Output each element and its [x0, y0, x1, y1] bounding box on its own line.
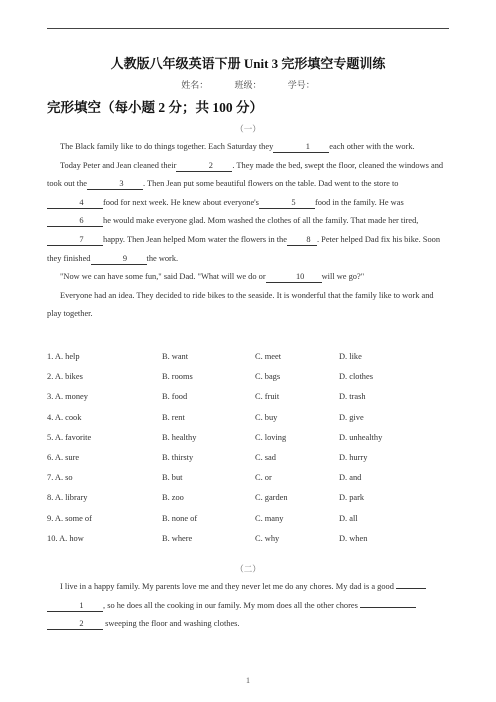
option-a: 9. A. some of	[47, 513, 92, 523]
option-a: 2. A. bikes	[47, 372, 83, 382]
option-c: C. fruit	[255, 392, 280, 402]
blank-7: 7	[47, 235, 103, 246]
option-row	[47, 413, 449, 433]
option-row	[47, 372, 449, 392]
option-b: B. where	[162, 533, 193, 543]
option-d: D. park	[339, 493, 365, 503]
option-d: D. give	[339, 412, 364, 422]
section-heading: 完形填空（每小题 2 分；共 100 分）	[47, 100, 263, 115]
passage-2-text	[47, 578, 449, 634]
blank-2: 2	[176, 161, 232, 172]
option-c: C. or	[255, 473, 272, 483]
option-c: C. meet	[255, 352, 282, 361]
option-a: 4. A. cook	[47, 412, 82, 422]
blank-2-number: 2	[47, 619, 103, 630]
option-b: B. zoo	[162, 493, 184, 503]
option-c: C. many	[255, 513, 284, 523]
blank-1	[396, 588, 426, 589]
blank-8: 8	[287, 235, 317, 246]
option-a: 3. A. money	[47, 392, 88, 402]
blank-1-number: 1	[47, 601, 103, 612]
option-row	[47, 453, 449, 473]
header-rule	[47, 28, 449, 29]
blank-1: 1	[273, 142, 329, 153]
option-a: 1. A. help	[47, 352, 80, 361]
option-a: 5. A. favorite	[47, 432, 92, 442]
option-d: D. all	[339, 513, 358, 523]
options-list	[47, 352, 449, 554]
blank-4: 4	[47, 198, 103, 209]
option-b: B. none of	[162, 513, 198, 523]
passage-1-paragraph: "Now we can have some fun," said Dad. "What will we do or 10 will we go?"	[60, 272, 365, 282]
option-a: 10. A. how	[47, 533, 84, 543]
option-d: D. like	[339, 352, 362, 361]
option-c: C. garden	[255, 493, 288, 503]
passage-2-paragraph: I live in a happy family. My parents love me and they never let me do any chores. My dad is a good 1 , so he does all the cooking in our family. My mom does all the other chores 2 sweeping the floor and washing clothes.	[47, 578, 449, 634]
option-c: C. buy	[255, 412, 278, 422]
option-c: C. sad	[255, 452, 276, 462]
option-a: 6. A. sure	[47, 452, 80, 462]
option-c: C. why	[255, 533, 280, 543]
student-info-fields	[0, 78, 496, 91]
option-d: D. when	[339, 533, 368, 543]
option-row	[47, 514, 449, 534]
option-row	[47, 352, 449, 372]
option-b: B. but	[162, 473, 183, 483]
option-b: B. want	[162, 352, 189, 361]
passage-2-label: （二）	[235, 564, 261, 574]
option-d: D. and	[339, 473, 362, 483]
option-d: D. clothes	[339, 372, 373, 382]
option-b: B. rooms	[162, 372, 193, 382]
name-label: 姓名：	[181, 80, 209, 90]
page-title: 人教版八年级英语下册 Unit 3 完形填空专题训练	[110, 56, 386, 71]
option-d: D. hurry	[339, 452, 368, 462]
blank-3: 3	[87, 179, 143, 190]
blank-2	[360, 607, 416, 608]
option-c: C. bags	[255, 372, 281, 382]
option-c: C. loving	[255, 432, 287, 442]
passage-1-paragraph: The Black family like to do things together. Each Saturday they 1 each other with the work.	[60, 142, 415, 151]
blank-5: 5	[259, 198, 315, 209]
class-label: 班级：	[234, 80, 262, 90]
option-b: B. thirsty	[162, 452, 194, 462]
option-b: B. rent	[162, 412, 185, 422]
option-b: B. healthy	[162, 432, 197, 442]
option-a: 7. A. so	[47, 473, 73, 483]
option-row	[47, 392, 449, 412]
option-row	[47, 473, 449, 493]
page-number: 1	[246, 676, 250, 685]
blank-9: 9	[91, 254, 147, 265]
option-row	[47, 493, 449, 513]
option-b: B. food	[162, 392, 188, 402]
option-d: D. unhealthy	[339, 432, 383, 442]
passage-1-text	[47, 138, 449, 324]
option-d: D. trash	[339, 392, 366, 402]
student-id-label: 学号：	[287, 80, 315, 90]
passage-1-label: （一）	[235, 124, 261, 134]
option-row	[47, 534, 449, 554]
passage-1-paragraph: Today Peter and Jean cleaned their 2 . They made the bed, swept the floor, cleaned the windows and took out the 3 . Then Jean put some beautiful flowers on the table. Dad went to the store to4 food for next week. He knew about everyone's 5 food in the family. He was6 he would make everyone glad. Mom washed the clothes of all the family. That made her tired,7 happy. Then Jean helped Mom water the flowers in the 8 . Peter helped Dad fix his bike. Soon they finished 9 the work.	[47, 160, 444, 263]
blank-10: 10	[266, 272, 322, 283]
option-row	[47, 433, 449, 453]
option-a: 8. A. library	[47, 493, 88, 503]
passage-1-paragraph: Everyone had an idea. They decided to ride bikes to the seaside. It is wonderful that the family like to work and play together.	[47, 290, 434, 319]
blank-6: 6	[47, 216, 103, 227]
